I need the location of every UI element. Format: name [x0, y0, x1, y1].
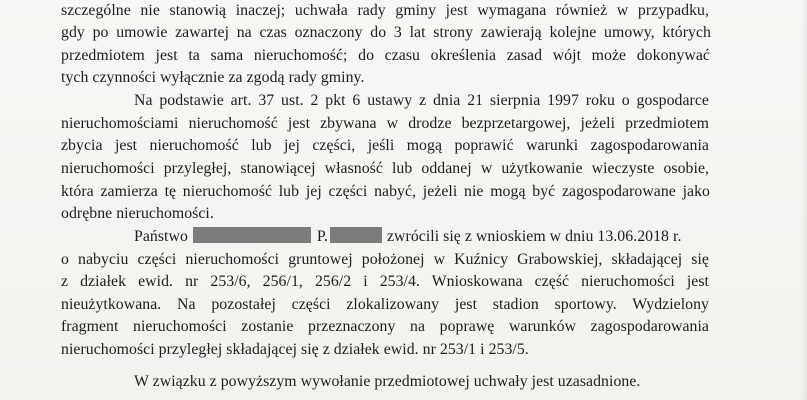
paragraph-3-start: Państwo — [134, 228, 188, 245]
paragraph-2-line-5: która zamierza tę nieruchomość lub jej części nabyć, jeżeli nie mogą być zagospodarowane jako — [61, 183, 710, 200]
paragraph-1-line-2: gdy po umowie zawartej na czas oznaczony do 3 lat strony zawierają kolejne umowy, których — [61, 24, 711, 41]
paragraph-2-line-3: zbycia jest nieruchomość lub jej części, jeśli mogą poprawić warunki zagospodarowania — [61, 137, 709, 154]
paragraph-3-line-2: o nabyciu części nieruchomości gruntowej położonej w Kuźnicy Grabowskiej, składającej się — [61, 251, 709, 268]
paragraph-1-line-3: przedmiotem jest ta sama nieruchomość; do czasu określenia zasad wójt może dokonywać — [61, 47, 710, 64]
redacted-surname-block — [330, 227, 382, 243]
paragraph-2-line-2: nieruchomościami nieruchomość jest zbywana w drodze bezprzetargowej, jeżeli przedmiotem — [61, 115, 709, 132]
paragraph-3-middle: P. — [316, 228, 328, 245]
paragraph-3-line-4: nieużytkowana. Na pozostałej części zlokalizowany jest stadion sportowy. Wydzielony — [61, 296, 709, 313]
page-edge-shadow — [801, 0, 807, 400]
paragraph-1-line-1: szczególne nie stanowią inaczej; uchwała rady gminy jest wymagana również w przypadku, — [61, 1, 709, 19]
paragraph-1-line-4: tych czynności wyłącznie za zgodą rady gminy. — [61, 69, 365, 86]
redacted-name-block — [193, 227, 311, 243]
paragraph-2-line-1: Na podstawie art. 37 ust. 2 pkt 6 ustawy z dnia 21 sierpnia 1997 roku o gospodarce — [134, 92, 709, 109]
paragraph-2-line-4: nieruchomości przyległej, stanowiącej własność lub oddanej w użytkowanie wieczyste osobie, — [61, 160, 709, 177]
paragraph-2-line-6: odrębne nieruchomości. — [61, 205, 214, 222]
paragraph-3-line-1 — [134, 226, 709, 249]
paragraph-3-end: zwrócili się z wnioskiem w dniu 13.06.2018 r. — [386, 228, 682, 245]
conclusion-line: W związku z powyższym wywołanie przedmiotowej uchwały jest uzasadnione. — [134, 373, 641, 390]
paragraph-3-line-5: fragment nieruchomości zostanie przeznaczony na poprawę warunków zagospodarowania — [61, 318, 709, 335]
paragraph-3-line-6: nieruchomości przyległej składającej się z działek ewid. nr 253/1 i 253/5. — [61, 341, 529, 358]
paragraph-3-line-3: z działek ewid. nr 253/6, 256/1, 256/2 i 253/4. Wnioskowana część nieruchomości jest — [61, 273, 709, 290]
